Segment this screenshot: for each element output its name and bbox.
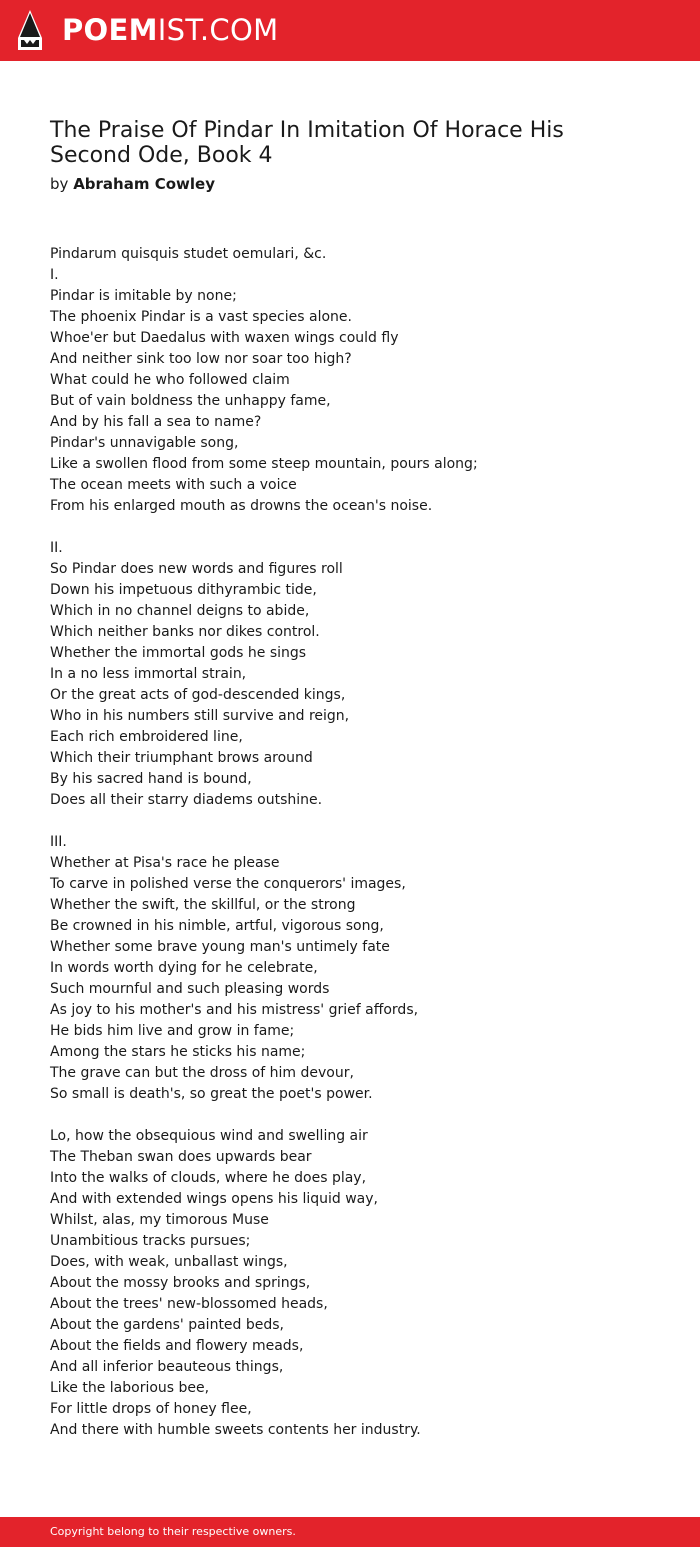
site-logo[interactable] [62, 11, 278, 49]
copyright-notice: Copyright belong to their respective owners. [50, 1525, 296, 1538]
site-footer [0, 1517, 700, 1547]
poem-body: Pindarum quisquis studet oemulari, &c. I. Pindar is imitable by none; The phoenix Pindar is a vast species alone. Whoe'er but Daedalus with waxen wings could fly And neither sink too low nor soar too high? What could he who followed claim But of vain boldness the unhappy fame, And by his fall a sea to name? Pindar's unnavigable song, Like a swollen flood from some steep mountain, pours along; The ocean meets with such a voice From his enlarged mouth as drowns the ocean's noise. II. So Pindar does new words and figures roll Down his impetuous dithyrambic tide, Which in no channel deigns to abide, Which neither banks nor dikes control. Whether the immortal gods he sings In a no less immortal strain, Or the great acts of god-descended kings, Who in his numbers still survive and reign, Each rich embroidered line, Which their triumphant brows around By his sacred hand is bound, Does all their starry diadems outshine. III. Whether at Pisa's race he please To carve in polished verse the conquerors' images, Whether the swift, the skillful, or the strong Be crowned in his nimble, artful, vigorous song, Whether some brave young man's untimely fate In words worth dying for he celebrate, Such mournful and such pleasing words As joy to his mother's and his mistress' grief affords, He bids him live and grow in fame; Among the stars he sticks his name; The grave can but the dross of him devour, So small is death's, so great the poet's power. Lo, how the obsequious wind and swelling air The Theban swan does upwards bear Into the walks of clouds, where he does play, And with extended wings opens his liquid way, Whilst, alas, my timorous Muse Unambitious tracks pursues; Does, with weak, unballast wings, About the mossy brooks and springs, About the trees' new-blossomed heads, About the gardens' painted beds, About the fields and flowery meads, And all inferior beauteous things, Like the laborious bee, For little drops of honey flee, And there with humble sweets contents her industry. [50, 246, 478, 1438]
byline [50, 174, 215, 194]
poem-title: The Praise Of Pindar In Imitation Of Horace His Second Ode, Book 4 [50, 118, 564, 168]
author-name[interactable]: Abraham Cowley [73, 175, 215, 193]
logo-bold-text: POEM [62, 13, 158, 47]
logo-rest-text: IST.COM [157, 13, 279, 47]
byline-prefix: by [50, 175, 69, 193]
site-header [0, 0, 700, 61]
pencil-icon[interactable] [18, 10, 42, 50]
